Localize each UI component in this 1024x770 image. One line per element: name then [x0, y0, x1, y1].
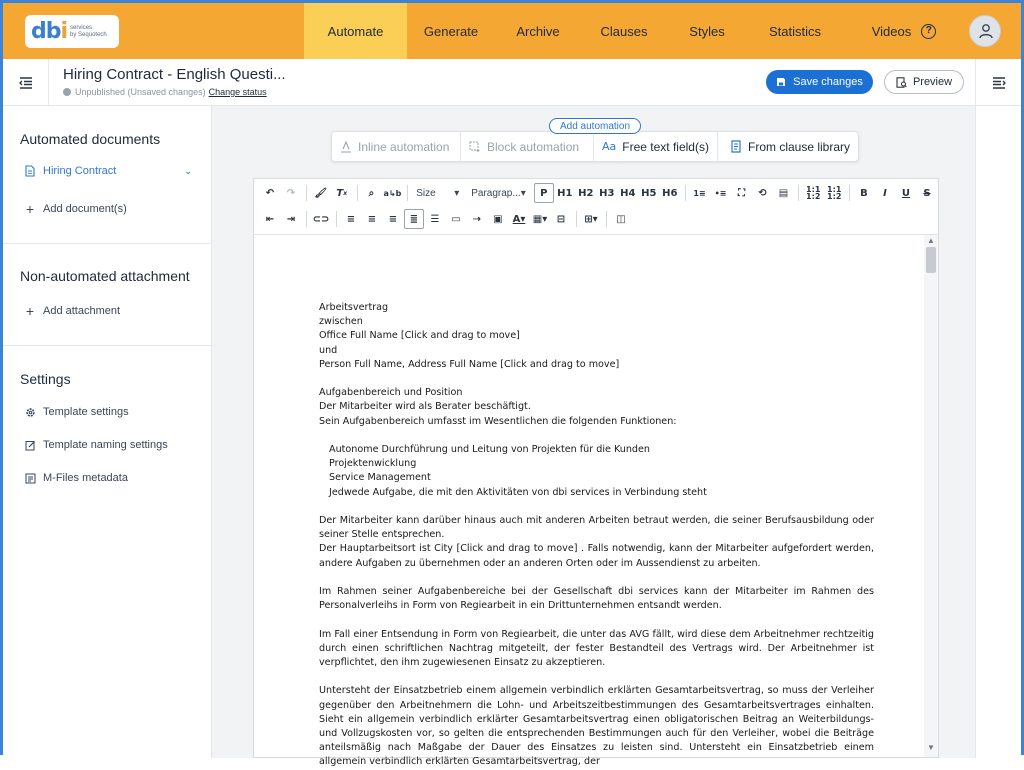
bullet-list-icon[interactable]: •≡ [714, 188, 727, 198]
settings-section [3, 346, 212, 516]
top-navigation [3, 3, 1021, 59]
non-automated-heading: Non-automated attachment [20, 268, 190, 284]
automated-documents-section [3, 106, 212, 244]
automation-toolbar [331, 131, 859, 162]
page-icon[interactable]: ▤ [778, 187, 789, 199]
heading-2-button[interactable]: H2 [578, 187, 594, 199]
scroll-up-icon[interactable]: ▲ [927, 236, 935, 245]
add-automation-badge: Add automation [549, 118, 641, 134]
numbering-2-bottom: 1:2 [827, 192, 842, 201]
heading-3-button[interactable]: H3 [599, 187, 615, 199]
preview-icon [896, 77, 907, 88]
document-title: Hiring Contract - English Questi... [63, 66, 286, 83]
align-center-icon[interactable]: ≡ [367, 213, 377, 225]
paragraph: Der Hauptarbeitsort ist City [Click and drag to move] . Falls notwendig, kann der Mitarbeiter aufgefordert werden, andere Aufgaben zu übernehmen oder an anderen Orten oder im Aussendienst zu arbeiten. [319, 543, 874, 569]
replace-icon[interactable]: a↳b [383, 188, 402, 198]
paragraph-label: Paragrap... [471, 187, 521, 199]
inline-automation-label: Inline automation [358, 139, 450, 154]
ordered-list-icon[interactable]: 1≡ [693, 188, 706, 198]
tab-generate[interactable]: Generate [423, 23, 479, 39]
scrollbar-thumb[interactable] [926, 247, 936, 273]
editor-canvas [212, 106, 975, 768]
document-header [3, 59, 1021, 106]
publish-status [63, 87, 267, 97]
numbering-1-bottom: 1:2 [806, 192, 821, 201]
strikethrough-button[interactable]: S [923, 187, 931, 199]
change-status-link[interactable]: Change status [208, 87, 267, 97]
indent-icon[interactable]: ⇥ [286, 213, 296, 225]
collapse-sidebar-icon [19, 77, 33, 89]
numbering-2-top: 1:1 [827, 185, 842, 194]
outdent-icon[interactable]: ⇤ [265, 213, 275, 225]
rich-text-editor [253, 178, 939, 768]
non-automated-section [3, 244, 212, 346]
doc-line: zwischen [319, 316, 363, 328]
scroll-down-icon[interactable]: ▼ [927, 743, 935, 752]
link-icon[interactable]: ⊂⊃ [312, 213, 330, 225]
font-size-label: Size [416, 187, 436, 199]
mfiles-metadata-label: M-Files metadata [43, 472, 128, 484]
document-content[interactable] [319, 301, 874, 770]
font-size-select[interactable] [412, 184, 463, 202]
right-panel [975, 106, 1021, 758]
paragraph-select[interactable] [467, 184, 530, 202]
sidebar-item-hiring-contract[interactable] [23, 165, 116, 177]
align-left-icon[interactable]: ≡ [346, 213, 356, 225]
text-field-icon: Aa [602, 140, 617, 153]
left-sidebar [3, 106, 212, 758]
inline-automation-button[interactable] [332, 132, 461, 161]
fullscreen-icon[interactable]: ◫ [616, 213, 626, 225]
hiring-contract-label: Hiring Contract [43, 165, 117, 177]
logo-subtitle: services by Sequotech [70, 24, 107, 38]
tab-archive[interactable]: Archive [516, 23, 560, 39]
paragraph: Untersteht der Einsatzbetrieb einem allgemein verbindlich erklärten Gesamtarbeitsvertrag, so muss der Verleiher gegenüber den Arbeitnehmern die Lohn- und Arbeitszeitbestimmungen des Gesamtarbeitsvertrages einhalten. Sieht ein allgemein verbindlich erklärter Gesamtarbeitsvertrag einen obligatorischen Beitrag an Weiterbildungs- und Vollzugskosten vor, so gelten die entsprechenden Bestimmungen auch für den Verleiher, wobei die Beiträge anteilsmäßig nach Maßgabe der Dauer des Einsatzes zu leisten sind. Untersteht ein Einsatzbetrieb einem allgemein verbindlich erklärten Gesamtarbeitsvertrag, der [319, 685, 874, 768]
heading-5-button[interactable]: H5 [641, 187, 657, 199]
redo-icon[interactable]: ↷ [286, 187, 296, 199]
tab-styles[interactable]: Styles [689, 23, 725, 39]
tab-automate[interactable]: Automate [304, 3, 407, 59]
metadata-icon [23, 473, 37, 484]
document-icon [23, 165, 37, 177]
paragraph: Im Fall einer Entsendung in Form von Regiearbeit, die unter das AVG fällt, wird diese dem Arbeitnehmer rechtzeitig durch einen schriftlichen Nachtrag mitgeteilt, der fester Bestandteil des Vertrags wird. Der Arbeitnehmer ist verpflichtet, den ihm zugewiesenen Einsatz zu akzeptieren. [319, 628, 874, 668]
toggle-right-panel-button[interactable] [975, 59, 1021, 106]
paragraph: Der Mitarbeiter kann darüber hinaus auch mit anderen Arbeiten betraut werden, die seiner Berufsausbildung oder seiner Stelle entsprechen. [319, 515, 874, 541]
editor-toolbar-row-1 [254, 181, 938, 205]
add-attachment-label: Add attachment [43, 305, 121, 317]
automated-documents-heading: Automated documents [20, 131, 161, 147]
save-changes-button[interactable] [766, 70, 873, 94]
doc-line: Arbeitsvertrag [319, 302, 389, 313]
toggle-left-panel-button[interactable] [3, 59, 49, 106]
preview-button[interactable] [884, 70, 964, 94]
gear-icon [23, 407, 37, 418]
template-settings-label: Template settings [43, 406, 129, 418]
doc-line: Sein Aufgabenbereich umfasst im Wesentlichen die folgenden Funktionen: [319, 415, 677, 427]
numbering-style-1-icon[interactable] [803, 183, 823, 203]
template-naming-label: Template naming settings [43, 439, 168, 451]
numbering-style-2-icon[interactable] [824, 183, 844, 203]
tab-statistics[interactable]: Statistics [768, 23, 821, 39]
table-icon[interactable]: ⊞▾ [584, 213, 598, 225]
line-spacing-icon[interactable]: ☰ [430, 213, 440, 225]
chevron-down-icon[interactable]: ⌄ [184, 166, 193, 177]
tab-videos[interactable] [859, 3, 949, 59]
clause-library-button[interactable] [718, 132, 858, 161]
plus-icon: + [25, 303, 35, 319]
paragraph-button[interactable]: P [534, 183, 554, 203]
user-avatar[interactable] [969, 15, 1001, 47]
help-icon[interactable]: ? [921, 24, 936, 39]
outline-list-icon [992, 77, 1006, 89]
settings-heading: Settings [20, 371, 71, 387]
section-title: Aufgabenbereich und Position [319, 387, 463, 399]
sidebar-item-template-naming[interactable] [23, 439, 168, 451]
free-text-field-button[interactable] [594, 132, 718, 161]
align-right-icon[interactable]: ≡ [388, 213, 398, 225]
save-changes-label: Save changes [793, 76, 863, 88]
dropdown-caret-icon: ▾ [454, 187, 460, 199]
sidebar-item-template-settings[interactable] [23, 406, 129, 418]
refresh-icon[interactable]: ⟲ [758, 187, 767, 199]
status-text: Unpublished (Unsaved changes) [75, 87, 206, 97]
heading-1-button[interactable]: H1 [557, 187, 573, 199]
clause-library-label: From clause library [748, 139, 851, 154]
free-text-field-label: Free text field(s) [622, 139, 709, 154]
save-icon [776, 77, 786, 87]
function-item: Autonome Durchführung und Leitung von Projekten für die Kunden [329, 444, 650, 455]
highlight-color-icon[interactable]: ▦▾ [532, 213, 548, 225]
add-document-button[interactable] [23, 201, 127, 217]
plus-icon: + [25, 201, 35, 217]
tab-videos-label: Videos [871, 23, 912, 39]
paragraph: Im Rahmen seiner Aufgabenbereiche bei der Gesellschaft dbi services kann der Mitarbeiter im Rahmen des Personalverleihs in Form von Regiearbeit in ein Drittunternehmen entsandt werden. [319, 586, 874, 612]
clause-library-icon [730, 140, 742, 153]
brand-logo[interactable] [25, 15, 119, 48]
add-document-label: Add document(s) [43, 203, 127, 215]
function-item: Projektenwicklung [329, 458, 417, 470]
numbering-1-top: 1:1 [806, 185, 821, 194]
italic-button[interactable]: I [883, 187, 887, 199]
block-automation-icon [469, 141, 481, 153]
search-icon[interactable]: ⌕ [368, 187, 375, 199]
function-item: Service Management [329, 472, 431, 484]
document-page[interactable] [254, 235, 924, 768]
function-item: Jedwede Aufgabe, die mit den Aktivitäten von dbi services in Verbindung steht [329, 486, 707, 498]
preview-label: Preview [912, 76, 953, 88]
hierarchy-icon[interactable]: ⛶ [737, 187, 745, 199]
edit-icon [23, 440, 37, 451]
dropdown-caret-icon: ▾ [520, 187, 526, 199]
vertical-scrollbar[interactable] [924, 235, 938, 757]
block-automation-label: Block automation [487, 139, 580, 154]
undo-icon[interactable]: ↶ [265, 187, 275, 199]
heading-6-button[interactable]: H6 [662, 187, 678, 199]
person-name-field[interactable]: Person Full Name, Address Full Name [Click and drag to move] [319, 358, 620, 370]
status-dot-icon [63, 88, 71, 96]
tab-clauses[interactable]: Clauses [600, 23, 648, 39]
clear-format-icon[interactable]: T x [336, 187, 348, 199]
inline-automation-icon [340, 141, 352, 153]
add-attachment-button[interactable] [23, 303, 120, 319]
underline-button[interactable]: U [901, 187, 911, 199]
page-break-icon[interactable]: ⊟ [556, 213, 566, 225]
logo-text: dbi [31, 19, 68, 44]
sidebar-item-mfiles-metadata[interactable] [23, 472, 128, 484]
doc-line: Der Mitarbeiter wird als Berater beschäftigt. [319, 401, 531, 413]
horizontal-rule-icon[interactable]: ▭ [451, 213, 461, 225]
bold-button[interactable]: B [860, 187, 868, 199]
align-justify-icon[interactable]: ≣ [404, 209, 424, 229]
block-automation-button[interactable] [461, 132, 594, 161]
editor-toolbar-row-2 [254, 207, 938, 231]
font-color-icon[interactable]: A▾ [512, 213, 526, 225]
image-icon[interactable]: ▣ [493, 213, 503, 225]
user-icon [978, 23, 994, 39]
format-painter-icon[interactable]: 🖌 [314, 187, 328, 199]
office-name-field[interactable]: Office Full Name [Click and drag to move] [319, 330, 520, 342]
heading-4-button[interactable]: H4 [620, 187, 636, 199]
doc-line: und [319, 344, 338, 356]
block-indent-icon[interactable]: ⇢ [472, 213, 482, 225]
